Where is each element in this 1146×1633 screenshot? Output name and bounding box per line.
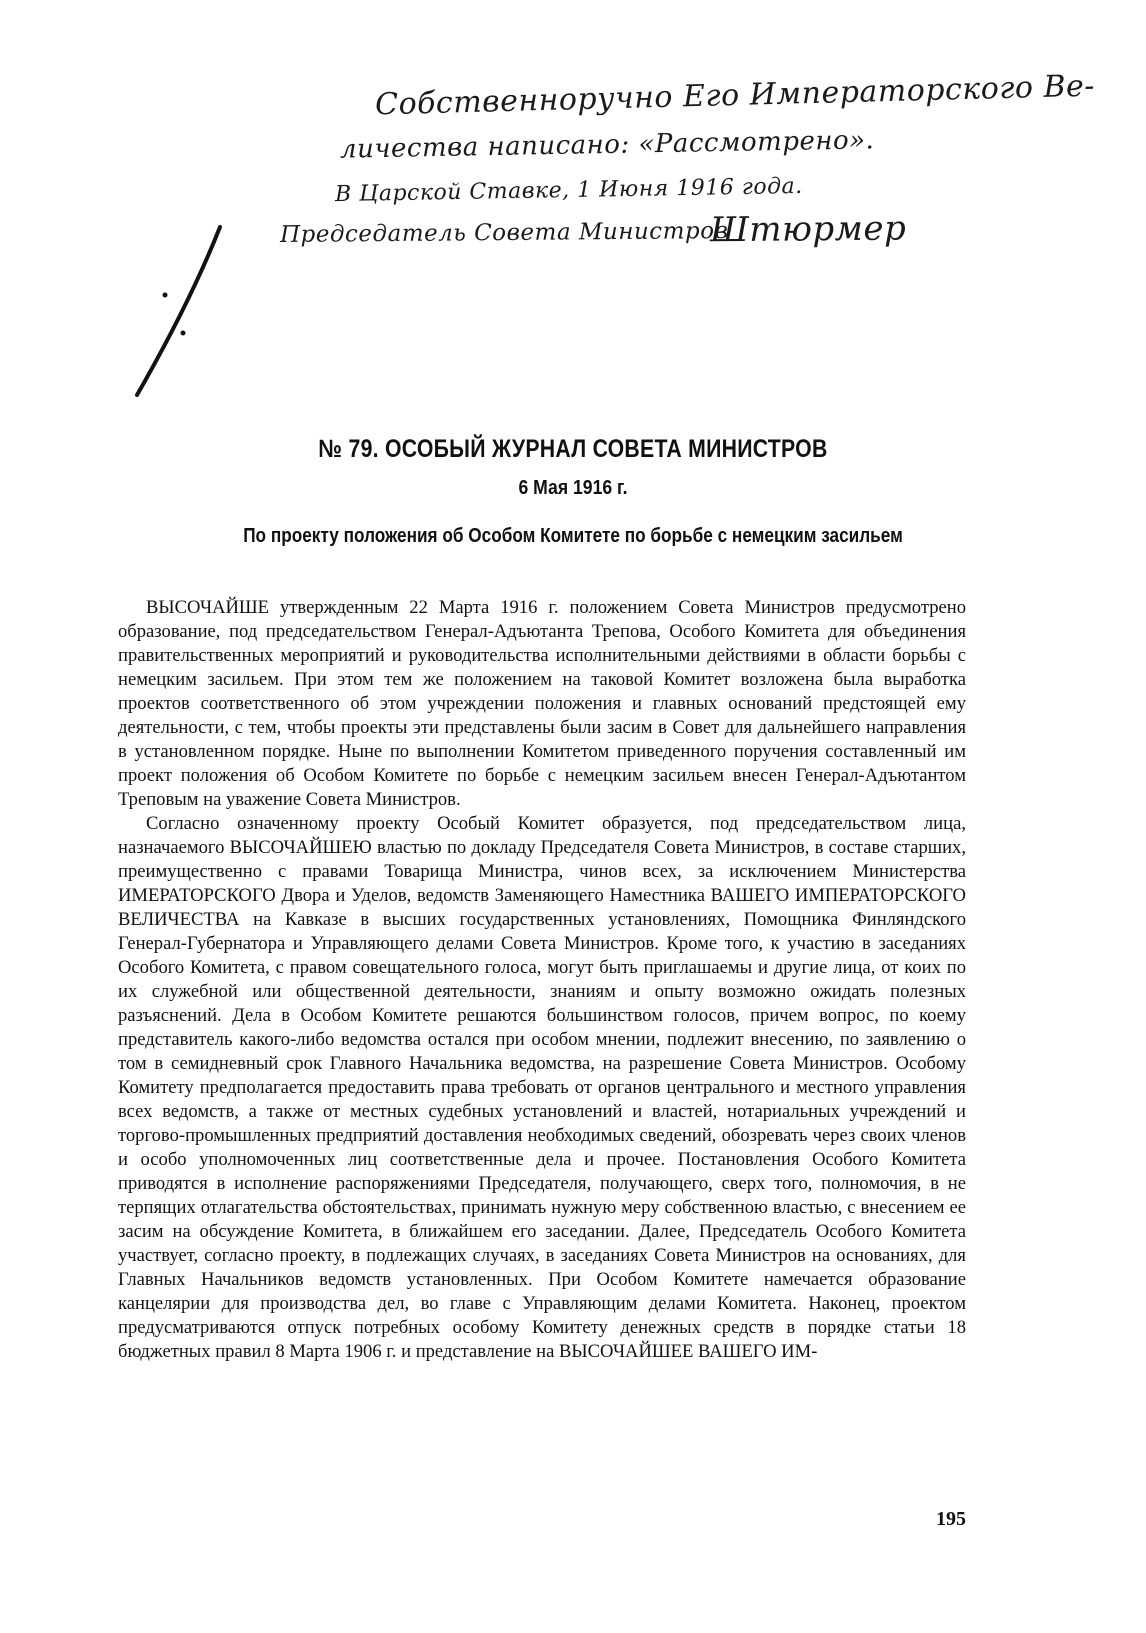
paragraph-1: ВЫСОЧАЙШЕ утвержденным 22 Марта 1916 г. положением Совета Министров предусмотрено образование, под председательством Генерал-Адъютанта Трепова, Особого Комитета для объединения правительственных мероприятий и руководительства исполнительными действиями в области борьбы с немецким засильем. При этом тем же положением на таковой Комитет возложена была выработка проектов соответственного об этом учреждении положения и главных оснований предстоящей ему деятельности, с тем, чтобы проекты эти представлены были засим в Совет для дальнейшего направления в установленном порядке. Ныне по выполнении Комитетом приведенного поручения составленный им проект положения об Особом Комитете по борьбе с немецким засильем внесен Генерал-Адъютантом Треповым на уважение Совета Министров. xyxy=(118,597,966,810)
handwritten-resolution xyxy=(279,68,1096,278)
handwritten-line-2: личества написано: «Рассмотрено». xyxy=(339,125,875,165)
page-number: 195 xyxy=(936,1508,966,1530)
slash-stroke xyxy=(137,227,220,395)
document-title: № 79. ОСОБЫЙ ЖУРНАЛ СОВЕТА МИНИСТРОВ xyxy=(318,435,828,463)
handwritten-line-1: Собственноручно Его Императорского Ве- xyxy=(374,68,1096,123)
resolution-mark-icon xyxy=(125,225,245,400)
document-subject: По проекту положения об Особом Комитете по борьбе с немецким засильем xyxy=(243,525,903,547)
handwritten-line-3: В Царской Ставке, 1 Июня 1916 года. xyxy=(334,173,803,208)
paragraph-2: Согласно означенному проекту Особый Комитет образуется, под председательством лица, назначаемого ВЫСОЧАЙШЕЮ властью по докладу Председателя Совета Министров, в составе старших, преимущественно с правами Товарища Министра, чинов всех, за исключением Министерства ИМЕРАТОРСКОГО Двора и Уделов, ведомств Заменяющего Наместника ВАШЕГО ИМПЕРАТОРСКОГО ВЕЛИЧЕСТВА на Кавказе в высших государственных установлениях, Помощника Финляндского Генерал-Губернатора и Управляющего делами Совета Министров. Кроме того, к участию в заседаниях Особого Комитета, с правом совещательного голоса, могут быть приглашаемы и другие лица, от коих по их служебной или общественной деятельности, знаниям и опыту возможно ожидать полезных разъяснений. Дела в Особом Комитете решаются большинством голосов, причем вопрос, по коему представитель какого-либо ведомства остался при особом мнении, подлежит внесению, по заявлению о том в семидневный срок Главного Начальника ведомства, на разрешение Совета Министров. Особому Комитету предполагается предоставить права требовать от органов центрального и местного управления всех ведомств, а также от местных судебных установлений и властей, нотариальных учреждений и торгово-промышленных предприятий доставления необходимых сведений, обозревать через своих членов и особо уполномоченных лиц соответственные дела и прочее. Постановления Особого Комитета приводятся в исполнение распоряжениями Председателя, получающего, сверх того, полномочия, в не терпящих отлагательства обстоятельствах, принимать нужную меру собственною властью, с внесением ее засим на обсуждение Комитета, в ближайшем его заседании. Далее, Председатель Особого Комитета участвует, согласно проекту, в подлежащих случаях, в заседаниях Совета Министров на основаниях, для Главных Начальников ведомств установленных. При Особом Комитете намечается образование канцелярии для производства дел, во главе с Управляющим делами Комитета. Наконец, проектом предусматриваются отпуск потребных особому Комитету денежных средств в порядке статьи 18 бюджетных правил 8 Марта 1906 г. и представление на ВЫСОЧАЙШЕЕ ВАШЕГО ИМ- xyxy=(118,813,966,1362)
mark-dot-1 xyxy=(163,293,168,298)
mark-dot-2 xyxy=(181,331,186,336)
handwritten-line-4 xyxy=(279,208,907,251)
signature: Штюрмер xyxy=(709,208,907,251)
document-body xyxy=(118,596,966,1364)
handwritten-line-4-text: Председатель Совета Министров xyxy=(279,218,729,248)
document-date: 6 Мая 1916 г. xyxy=(518,477,628,499)
